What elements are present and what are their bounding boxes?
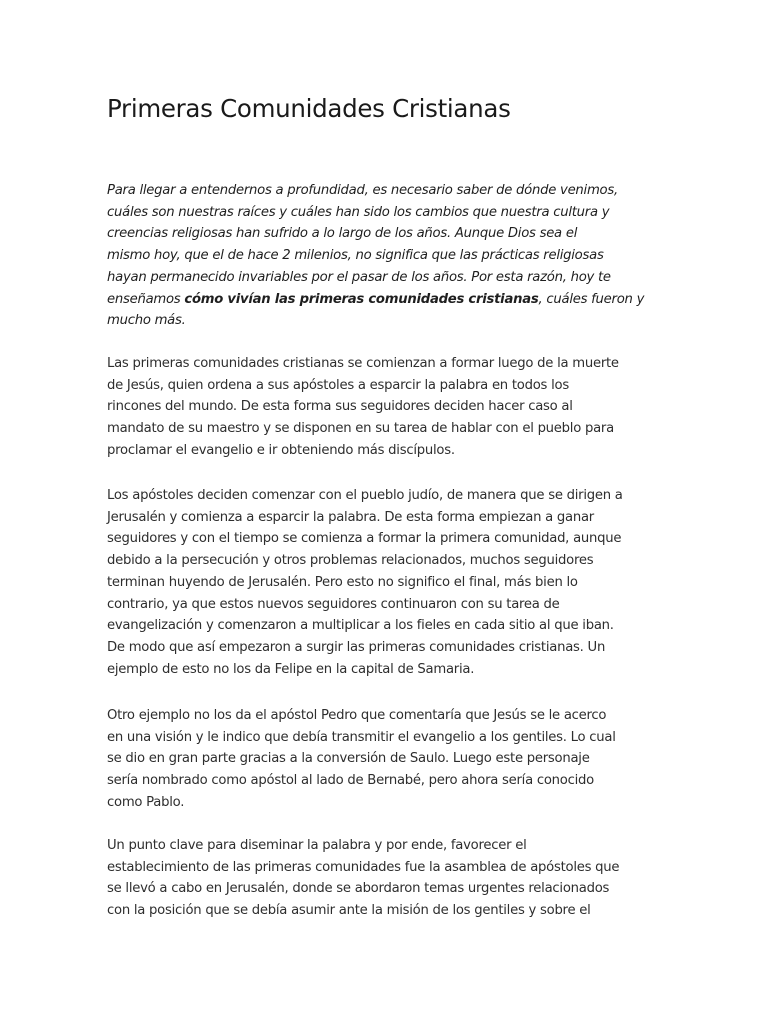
paragraph-line: seguidores y con el tiempo se comienza a formar la primera comunidad, aunque xyxy=(107,531,622,547)
intro-text-after-bold: , cuáles fueron y xyxy=(538,291,645,307)
intro-paragraph xyxy=(107,180,667,332)
body-paragraph xyxy=(107,835,667,922)
paragraph-line: con la posición que se debía asumir ante la misión de los gentiles y sobre el xyxy=(107,903,591,919)
paragraph-line: en una visión y le indico que debía transmitir el evangelio a los gentiles. Lo cual xyxy=(107,729,616,745)
paragraph-line: ejemplo de esto no los da Felipe en la capital de Samaria. xyxy=(107,661,475,677)
paragraph-line: Los apóstoles deciden comenzar con el pueblo judío, de manera que se dirigen a xyxy=(107,488,623,503)
paragraph-line: sería nombrado como apóstol al lado de Bernabé, pero ahora sería conocido xyxy=(107,773,594,789)
paragraph-line: Las primeras comunidades cristianas se comienzan a formar luego de la muerte xyxy=(107,356,619,371)
document-title: Primeras Comunidades Cristianas xyxy=(107,94,511,123)
body-paragraph xyxy=(107,353,667,462)
intro-line: hayan permanecido invariables por el pasar de los años. Por esta razón, hoy te xyxy=(107,269,611,285)
paragraph-line: De modo que así empezaron a surgir las primeras comunidades cristianas. Un xyxy=(107,639,606,655)
intro-line: mismo hoy, que el de hace 2 milenios, no significa que las prácticas religiosas xyxy=(107,248,604,264)
paragraph-line: proclamar el evangelio e ir obteniendo más discípulos. xyxy=(107,442,455,458)
paragraph-line: de Jesús, quien ordena a sus apóstoles a esparcir la palabra en todos los xyxy=(107,377,569,393)
intro-line: Para llegar a entendernos a profundidad, es necesario saber de dónde venimos, xyxy=(107,183,618,198)
intro-line xyxy=(107,289,667,311)
paragraph-line: se llevó a cabo en Jerusalén, donde se abordaron temas urgentes relacionados xyxy=(107,881,610,897)
paragraph-line: como Pablo. xyxy=(107,794,185,810)
intro-line: creencias religiosas han sufrido a lo largo de los años. Aunque Dios sea el xyxy=(107,226,578,242)
paragraph-line: establecimiento de las primeras comunidades fue la asamblea de apóstoles que xyxy=(107,859,620,875)
intro-text-before-bold: enseñamos xyxy=(107,291,185,307)
paragraph-line: Jerusalén y comienza a esparcir la palabra. De esta forma empiezan a ganar xyxy=(107,509,594,525)
paragraph-line: se dio en gran parte gracias a la conversión de Saulo. Luego este personaje xyxy=(107,751,590,767)
paragraph-line: rincones del mundo. De esta forma sus seguidores deciden hacer caso al xyxy=(107,399,573,415)
intro-line: cuáles son nuestras raíces y cuáles han sido los cambios que nuestra cultura y xyxy=(107,204,610,220)
paragraph-line: debido a la persecución y otros problemas relacionados, muchos seguidores xyxy=(107,553,594,569)
body-paragraph xyxy=(107,485,667,680)
paragraph-line: terminan huyendo de Jerusalén. Pero esto no significo el final, más bien lo xyxy=(107,574,578,590)
paragraph-line: evangelización y comenzaron a multiplicar a los fieles en cada sitio al que iban. xyxy=(107,618,614,634)
paragraph-line: Otro ejemplo no los da el apóstol Pedro que comentaría que Jesús se le acerco xyxy=(107,708,607,723)
paragraph-line: Un punto clave para diseminar la palabra y por ende, favorecer el xyxy=(107,838,527,853)
intro-line: mucho más. xyxy=(107,313,186,329)
body-paragraph xyxy=(107,705,667,814)
intro-bold-phrase: cómo vivían las primeras comunidades cristianas xyxy=(184,291,539,307)
paragraph-line: contrario, ya que estos nuevos seguidores continuaron con su tarea de xyxy=(107,596,560,612)
paragraph-line: mandato de su maestro y se disponen en su tarea de hablar con el pueblo para xyxy=(107,421,614,437)
